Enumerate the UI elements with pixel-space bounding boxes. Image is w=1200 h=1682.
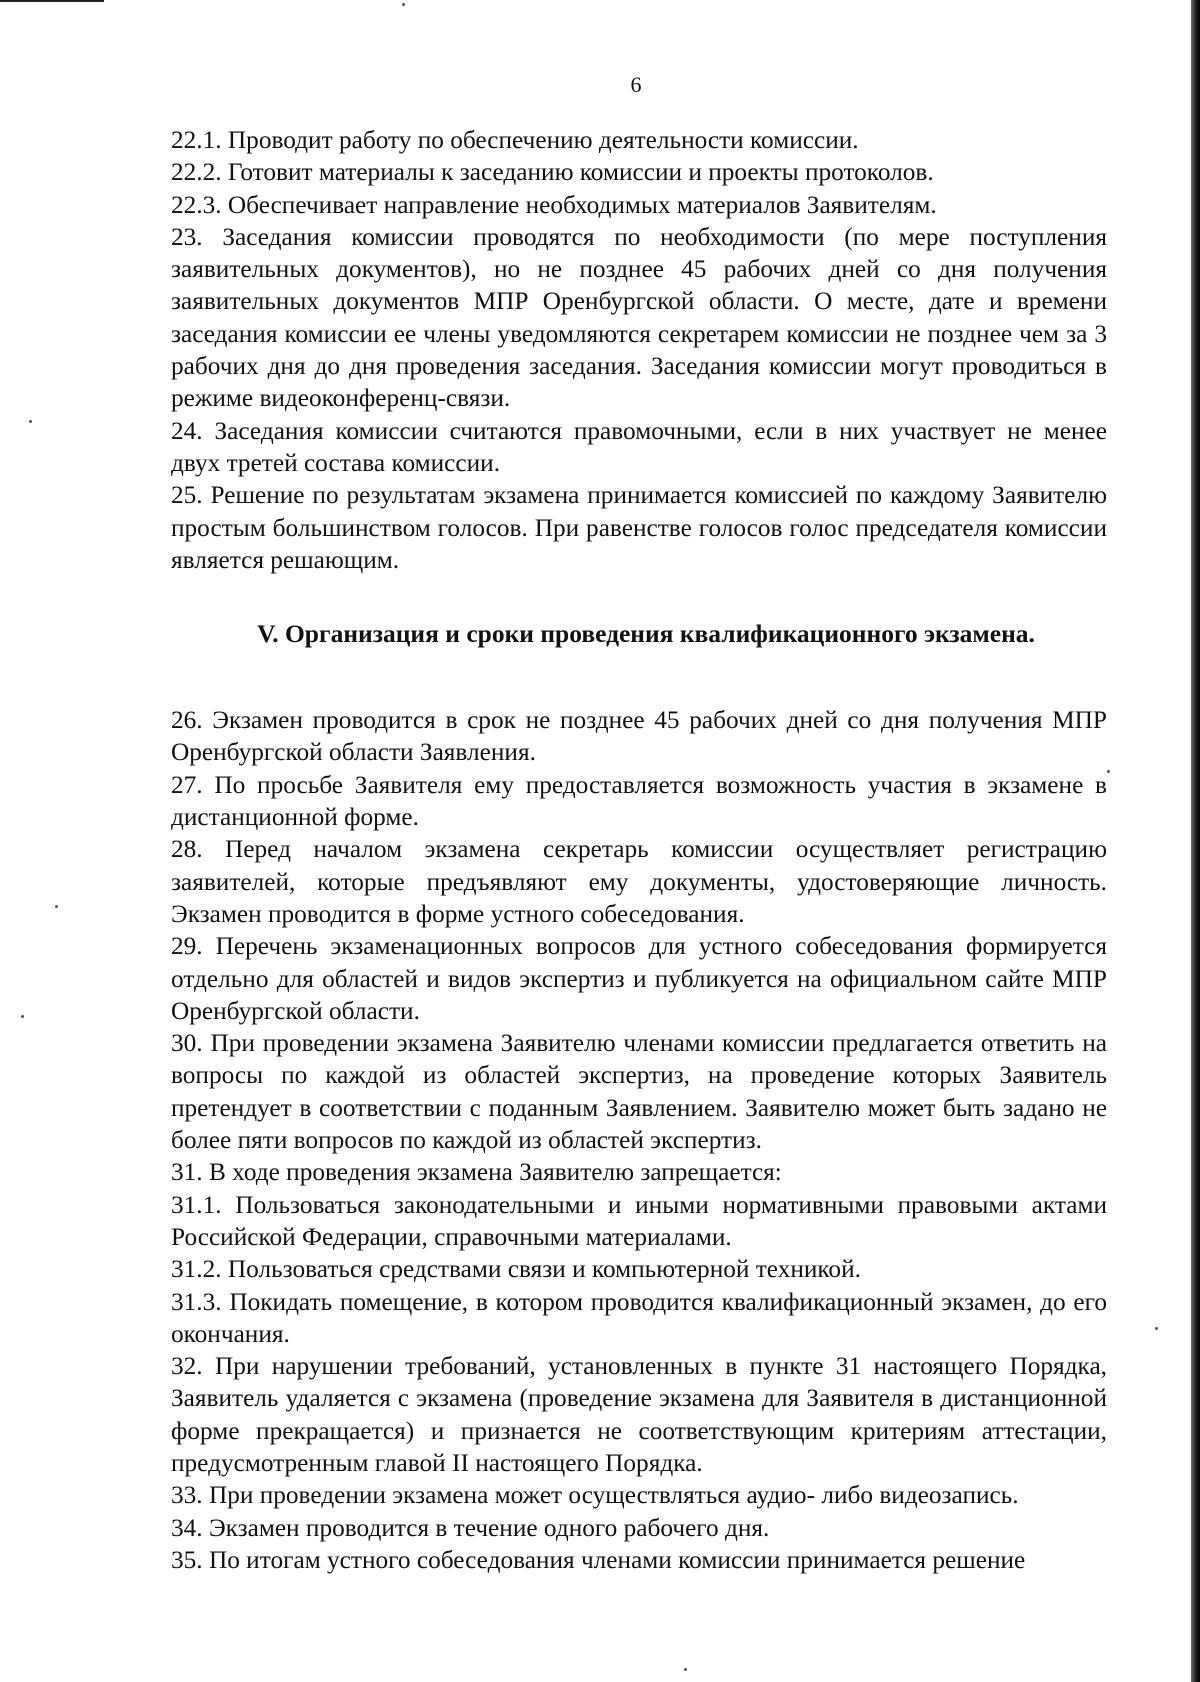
scan-speck [684,1668,687,1671]
paragraph-31-3: 31.3. Покидать помещение, в котором проводится квалификационный экзамен, до его окончания. [171,1287,1107,1348]
scan-edge-mark [0,0,104,2]
paragraph-22-1: 22.1. Проводит работу по обеспечению деятельности комиссии. [171,126,859,154]
scan-speck [1107,770,1110,773]
spacer [171,576,1107,618]
paragraph-24: 24. Заседания комиссии считаются правомочными, если в них участвует не менее двух третей состава комиссии. [171,416,1107,477]
paragraph-30: 30. При проведении экзамена Заявителю членами комиссии предлагается ответить на вопросы по каждой из областей экспертиз, на проведение которых Заявитель претендует в соответствии с поданным Заявлением. Заявителю может быть задано не более пяти вопросов по каждой из областей экспертиз. [171,1029,1107,1155]
paragraph-28: 28. Перед началом экзамена секретарь комиссии осуществляет регистрацию заявителей, которые предъявляют ему документы, удостоверяющие личность. Экзамен проводится в форме устного собеседования. [171,835,1107,928]
document-body [171,124,1107,1576]
scan-speck [21,1015,24,1018]
paragraph-31-1: 31.1. Пользоваться законодательными и иными нормативными правовыми актами Российской Федерации, справочными материалами. [171,1190,1107,1251]
paragraph-27: 27. По просьбе Заявителя ему предоставляется возможность участия в экзамене в дистанционной форме. [171,770,1107,832]
paragraph-33: 33. При проведении экзамена может осуществляться аудио- либо видеозапись. [171,1481,1019,1510]
paragraph-22-2: 22.2. Готовит материалы к заседанию комиссии и проекты протоколов. [171,158,934,187]
page-number: 6 [630,72,642,97]
scan-speck [29,420,32,423]
paragraph-32: 32. При нарушении требований, установленных в пункте 31 настоящего Порядка, Заявитель удаляется с экзамена (проведение экзамена для Заявителя в дистанционной форме прекращается) и признается не соответствующим критериям аттестации, предусмотренным главой II настоящего Порядка. [171,1352,1107,1477]
paragraph-23: 23. Заседания комиссии проводятся по необходимости (по мере поступления заявительных документов), но не позднее 45 рабочих дней со дня получения заявительных документов МПР Оренбургской области. О месте, дате и времени заседания комиссии ее члены уведомляются секретарем комиссии не позднее чем за 3 рабочих дня до дня проведения заседания. Заседания комиссии могут проводиться в режиме видеоконференц-связи. [171,222,1107,413]
section-heading: V. Организация и сроки проведения квалификационного экзамена. [257,619,1035,649]
paragraph-34: 34. Экзамен проводится в течение одного рабочего дня. [171,1513,770,1542]
spacer [171,650,1107,704]
paragraph-35: 35. По итогам устного собеседования членами комиссии принимается решение [171,1545,1026,1574]
paragraph-31-2: 31.2. Пользоваться средствами связи и компьютерной техникой. [171,1255,861,1284]
scan-speck [1155,1327,1158,1330]
scan-speck [55,905,58,908]
paragraph-31: 31. В ходе проведения экзамена Заявителю запрещается: [171,1158,782,1187]
paragraph-29: 29. Перечень экзаменационных вопросов для устного собеседования формируется отдельно для областей и видов экспертиз и публикуется на официальном сайте МПР Оренбургской области. [171,932,1107,1025]
scan-speck [402,3,405,6]
paragraph-26: 26. Экзамен проводится в срок не позднее 45 рабочих дней со дня получения МПР Оренбургской области Заявления. [171,706,1107,767]
paragraph-22-3: 22.3. Обеспечивает направление необходимых материалов Заявителям. [171,190,937,219]
paragraph-25: 25. Решение по результатам экзамена принимается комиссией по каждому Заявителю простым большинством голосов. При равенстве голосов голос председателя комиссии является решающим. [171,481,1107,574]
scan-edge-shadow [1191,0,1200,1682]
